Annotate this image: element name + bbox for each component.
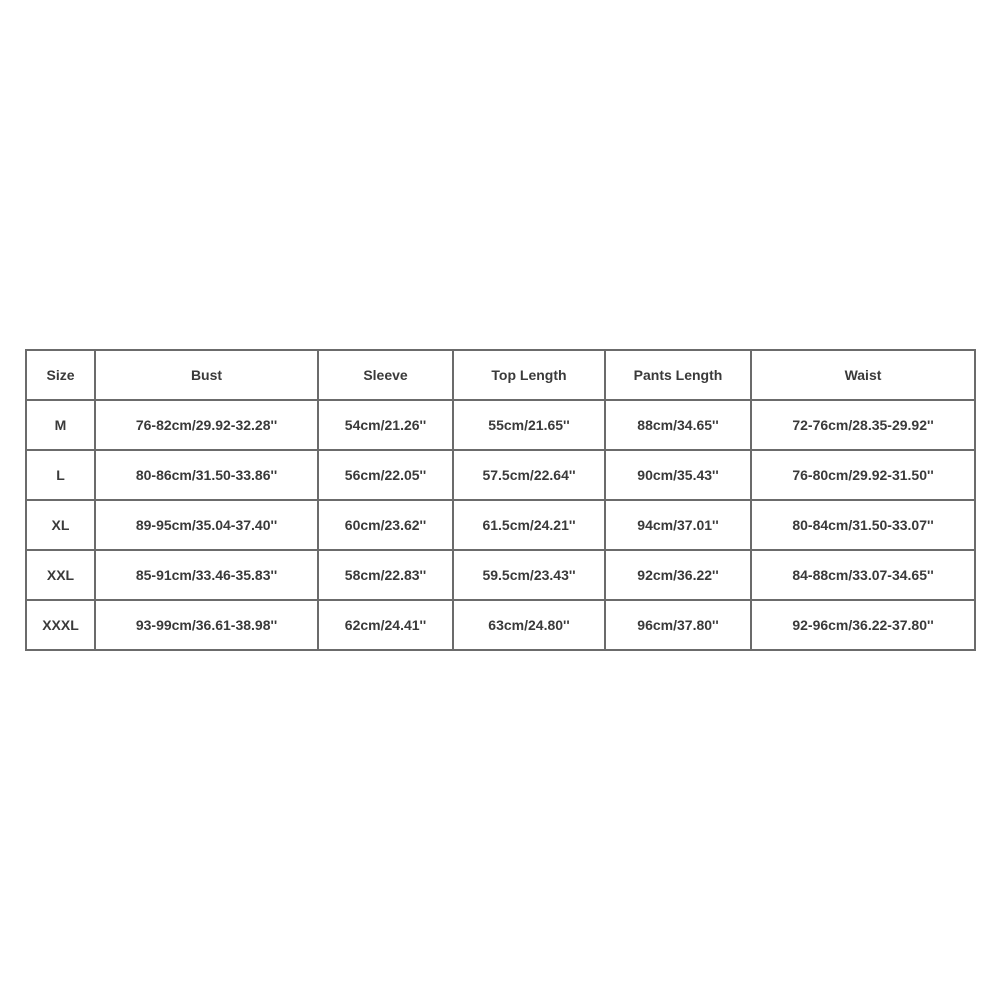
cell-size: L — [26, 450, 95, 500]
cell-waist: 72-76cm/28.35-29.92'' — [751, 400, 975, 450]
cell-pants-length: 96cm/37.80'' — [605, 600, 751, 650]
cell-pants-length: 94cm/37.01'' — [605, 500, 751, 550]
cell-pants-length: 92cm/36.22'' — [605, 550, 751, 600]
cell-size: XL — [26, 500, 95, 550]
cell-sleeve: 60cm/23.62'' — [318, 500, 453, 550]
cell-waist: 92-96cm/36.22-37.80'' — [751, 600, 975, 650]
cell-top-length: 57.5cm/22.64'' — [453, 450, 605, 500]
cell-bust: 93-99cm/36.61-38.98'' — [95, 600, 318, 650]
size-chart-table — [25, 349, 976, 651]
cell-bust: 89-95cm/35.04-37.40'' — [95, 500, 318, 550]
cell-top-length: 55cm/21.65'' — [453, 400, 605, 450]
header-waist: Waist — [751, 350, 975, 400]
cell-pants-length: 88cm/34.65'' — [605, 400, 751, 450]
cell-bust: 80-86cm/31.50-33.86'' — [95, 450, 318, 500]
table-row — [26, 400, 975, 450]
cell-size: XXXL — [26, 600, 95, 650]
header-row — [26, 350, 975, 400]
cell-size: M — [26, 400, 95, 450]
cell-top-length: 59.5cm/23.43'' — [453, 550, 605, 600]
cell-bust: 85-91cm/33.46-35.83'' — [95, 550, 318, 600]
cell-bust: 76-82cm/29.92-32.28'' — [95, 400, 318, 450]
cell-pants-length: 90cm/35.43'' — [605, 450, 751, 500]
cell-top-length: 61.5cm/24.21'' — [453, 500, 605, 550]
cell-size: XXL — [26, 550, 95, 600]
header-pants-length: Pants Length — [605, 350, 751, 400]
header-top-length: Top Length — [453, 350, 605, 400]
cell-waist: 80-84cm/31.50-33.07'' — [751, 500, 975, 550]
cell-sleeve: 56cm/22.05'' — [318, 450, 453, 500]
table-row — [26, 500, 975, 550]
cell-sleeve: 62cm/24.41'' — [318, 600, 453, 650]
header-size: Size — [26, 350, 95, 400]
header-bust: Bust — [95, 350, 318, 400]
cell-top-length: 63cm/24.80'' — [453, 600, 605, 650]
cell-sleeve: 58cm/22.83'' — [318, 550, 453, 600]
cell-waist: 84-88cm/33.07-34.65'' — [751, 550, 975, 600]
table-row — [26, 600, 975, 650]
table-row — [26, 550, 975, 600]
cell-sleeve: 54cm/21.26'' — [318, 400, 453, 450]
cell-waist: 76-80cm/29.92-31.50'' — [751, 450, 975, 500]
header-sleeve: Sleeve — [318, 350, 453, 400]
table-row — [26, 450, 975, 500]
